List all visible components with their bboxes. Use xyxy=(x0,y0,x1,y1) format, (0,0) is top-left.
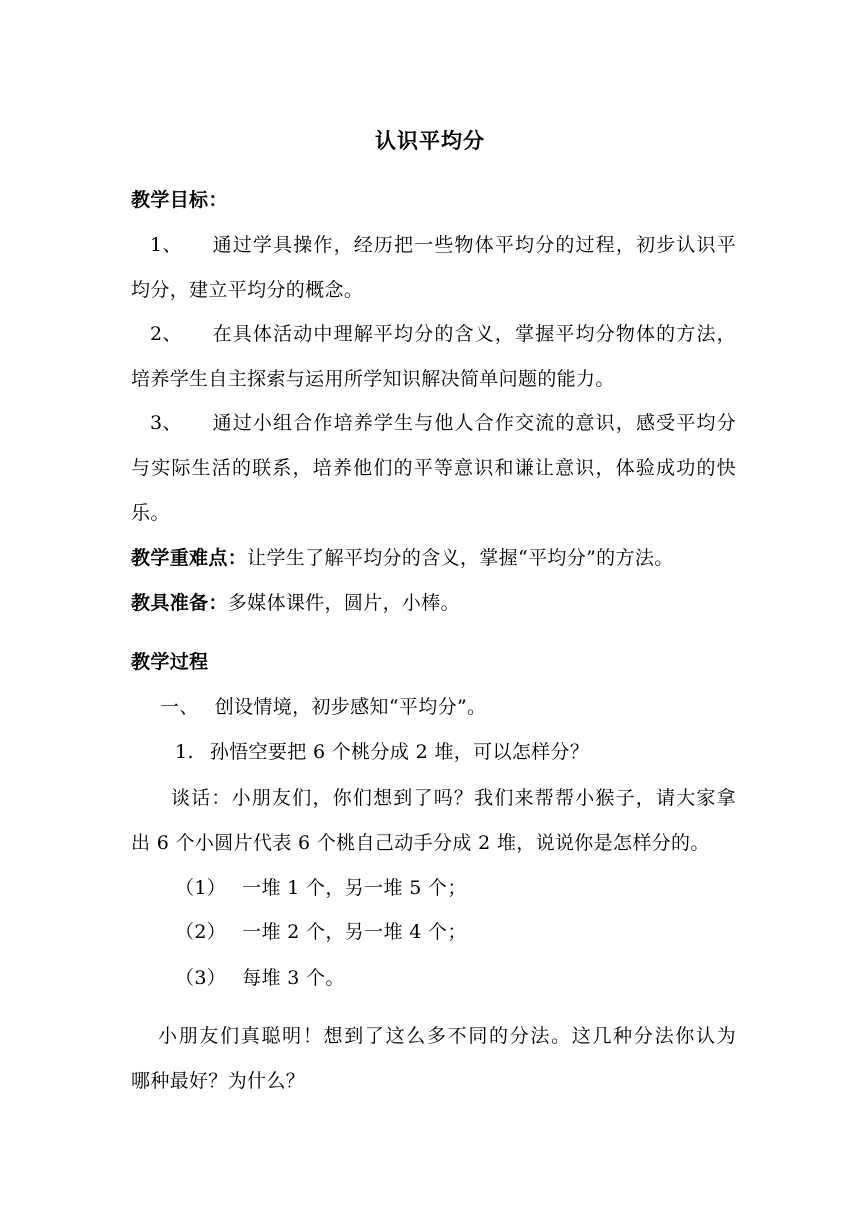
objective-2-line-1 xyxy=(150,322,736,346)
objective-3-line-2: 与实际生活的联系，培养他们的平等意识和谦让意识，体验成功的快 xyxy=(131,457,736,479)
objective-2-number: 2、 xyxy=(150,323,182,345)
objective-3-number: 3、 xyxy=(150,412,182,434)
objectives-heading: 教学目标： xyxy=(131,189,228,211)
objective-1-number: 1、 xyxy=(150,234,182,256)
objective-1-text: 通过学具操作，经历把一些物体平均分的过程，初步认识平 xyxy=(211,234,736,256)
section-1-number: 一、 xyxy=(160,696,199,718)
option-3 xyxy=(175,966,780,990)
talk-line-1: 谈话：小朋友们，你们想到了吗？我们来帮帮小猴子，请大家拿 xyxy=(171,787,736,809)
question-1-number: 1. xyxy=(175,741,194,763)
option-3-number: （3） xyxy=(175,967,227,989)
objective-2-line-2: 培养学生自主探索与运用所学知识解决简单问题的能力。 xyxy=(131,368,615,390)
option-1-number: （1） xyxy=(175,877,227,899)
objective-3-text: 通过小组合作培养学生与他人合作交流的意识，感受平均分 xyxy=(211,412,736,434)
praise-line-2: 哪种最好？为什么？ xyxy=(131,1070,306,1092)
materials xyxy=(131,591,736,615)
option-2 xyxy=(175,920,780,944)
question-1-text: 孙悟空要把 6 个桃分成 2 堆，可以怎样分？ xyxy=(209,741,590,763)
objective-1-line-1 xyxy=(150,233,736,257)
objective-3-line-3: 乐。 xyxy=(131,502,170,524)
option-2-number: （2） xyxy=(175,921,227,943)
key-points-label: 教学重难点： xyxy=(131,547,248,569)
option-1-text: 一堆 1 个，另一堆 5 个； xyxy=(242,877,467,899)
option-1 xyxy=(175,876,780,900)
option-3-text: 每堆 3 个。 xyxy=(242,967,345,989)
section-1-text: 创设情境，初步感知“平均分”。 xyxy=(214,696,487,718)
option-2-text: 一堆 2 个，另一堆 4 个； xyxy=(242,921,467,943)
document-title: 认识平均分 xyxy=(375,128,485,153)
praise-line-1: 小朋友们真聪明！想到了这么多不同的分法。这几种分法你认为 xyxy=(158,1025,736,1047)
key-points xyxy=(131,546,736,570)
section-1 xyxy=(160,695,765,719)
objective-3-line-1 xyxy=(150,411,736,435)
key-points-text: 让学生了解平均分的含义，掌握“平均分”的方法。 xyxy=(247,547,674,569)
objective-2-text: 在具体活动中理解平均分的含义，掌握平均分物体的方法， xyxy=(211,323,736,345)
talk-line-2: 出 6 个小圆片代表 6 个桃自己动手分成 2 堆，说说你是怎样分的。 xyxy=(131,832,710,854)
materials-text: 多媒体课件，圆片，小棒。 xyxy=(227,592,460,614)
objective-1-line-2: 均分，建立平均分的概念。 xyxy=(131,279,364,301)
materials-label: 教具准备： xyxy=(131,592,228,614)
question-1 xyxy=(175,740,780,764)
process-heading: 教学过程 xyxy=(131,651,209,673)
